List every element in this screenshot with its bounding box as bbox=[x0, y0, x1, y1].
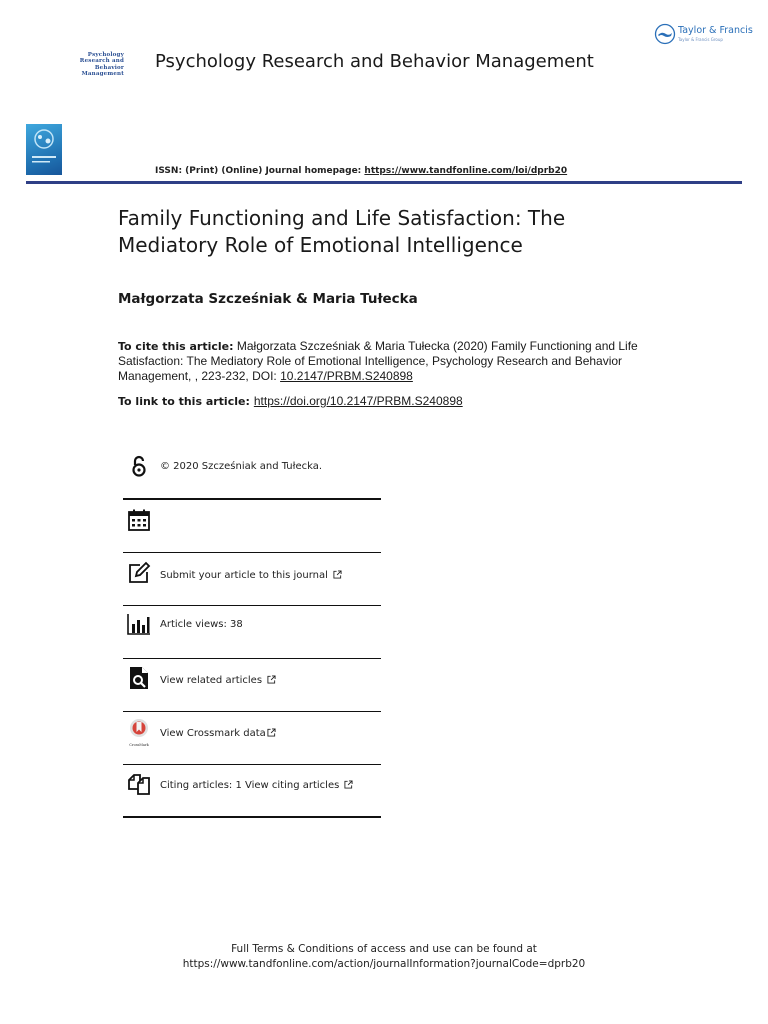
related-articles-link[interactable] bbox=[160, 675, 276, 686]
crossmark-row[interactable] bbox=[123, 712, 381, 764]
external-link-icon bbox=[344, 780, 353, 789]
journal-logo-line: Behavior bbox=[94, 64, 124, 71]
bar-chart-icon bbox=[127, 612, 151, 636]
article-authors: Małgorzata Szcześniak & Maria Tułecka bbox=[118, 291, 418, 307]
citing-row[interactable] bbox=[123, 765, 381, 817]
journal-title: Psychology Research and Behavior Management bbox=[155, 51, 594, 72]
journal-logo-line: Management bbox=[81, 70, 124, 77]
document-search-icon bbox=[127, 666, 151, 690]
copyright-text: © 2020 Szcześniak and Tułecka. bbox=[160, 461, 323, 472]
footer-line-1: Full Terms & Conditions of access and use can be found at bbox=[231, 943, 537, 955]
journal-homepage-link[interactable]: https://www.tandfonline.com/loi/dprb20 bbox=[364, 166, 568, 176]
issn-text: ISSN: (Print) (Online) Journal homepage: bbox=[155, 166, 365, 176]
header-divider bbox=[26, 181, 742, 184]
journal-cover-thumbnail[interactable] bbox=[26, 124, 62, 175]
journal-logo-line: Research and bbox=[79, 58, 124, 65]
cite-label: To cite this article: bbox=[118, 340, 234, 353]
external-link-icon bbox=[267, 675, 276, 684]
footer-terms-link[interactable]: https://www.tandfonline.com/action/journalInformation?journalCode=dprb20 bbox=[182, 958, 586, 970]
copyright-row bbox=[123, 446, 381, 498]
cite-text: Małgorzata Szcześniak & Maria Tułecka (2020) Family Functioning and Life Satisfaction: The Mediatory Role of Emotional Intelligence, Psychology Research and Behavior Management, , 223-232, DOI: bbox=[118, 339, 638, 383]
publisher-name: Taylor & Francis bbox=[678, 25, 753, 36]
link-label: To link to this article: bbox=[118, 395, 250, 408]
submit-article-link[interactable] bbox=[160, 570, 342, 581]
crossmark-icon bbox=[127, 718, 151, 742]
open-access-icon bbox=[127, 454, 151, 478]
related-row[interactable] bbox=[123, 659, 381, 711]
terms-footer bbox=[0, 942, 768, 972]
calendar-icon bbox=[127, 508, 151, 532]
submit-row[interactable] bbox=[123, 553, 381, 605]
journal-logo-subline bbox=[50, 79, 124, 83]
crossmark-logo-text: CrossMark bbox=[129, 743, 149, 747]
taylor-francis-lamp-icon bbox=[654, 23, 676, 45]
related-text: View related articles bbox=[160, 675, 263, 686]
article-views-text: Article views: 38 bbox=[160, 619, 243, 630]
citing-articles-link[interactable] bbox=[160, 780, 353, 791]
crossmark-link[interactable] bbox=[160, 728, 276, 739]
edit-icon bbox=[127, 561, 151, 585]
external-link-icon bbox=[267, 728, 276, 737]
citing-articles-icon bbox=[127, 772, 151, 796]
article-doi-link[interactable]: https://doi.org/10.2147/PRBM.S240898 bbox=[253, 394, 463, 408]
external-link-icon bbox=[333, 570, 342, 579]
published-row bbox=[123, 500, 381, 552]
views-row bbox=[123, 606, 381, 658]
publisher-group: Taylor & Francis Group bbox=[678, 37, 723, 42]
issn-line bbox=[155, 166, 567, 176]
submit-text: Submit your article to this journal bbox=[160, 570, 328, 581]
cite-doi-link[interactable]: 10.2147/PRBM.S240898 bbox=[280, 369, 413, 383]
citation-block bbox=[118, 339, 658, 384]
taylor-francis-logo bbox=[654, 22, 753, 46]
citing-text: Citing articles: 1 View citing articles bbox=[160, 780, 340, 791]
journal-logo bbox=[50, 52, 124, 83]
crossmark-text: View Crossmark data bbox=[160, 728, 266, 739]
journal-logo-line: Psychology bbox=[87, 52, 124, 58]
article-title: Family Functioning and Life Satisfaction: The Mediatory Role of Emotional Intelligence bbox=[118, 206, 566, 257]
cover-graphic-icon bbox=[26, 124, 62, 175]
info-divider bbox=[123, 816, 381, 818]
link-to-article bbox=[118, 394, 463, 408]
